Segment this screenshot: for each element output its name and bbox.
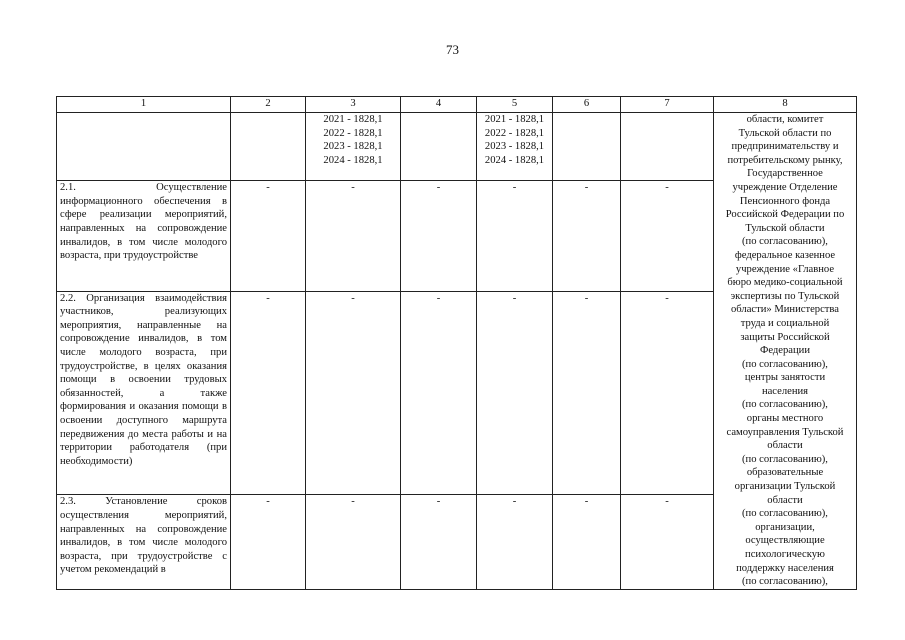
executor-line: области — [767, 440, 803, 452]
executor-line: (по согласованию), — [742, 508, 828, 520]
executor-line: образовательные — [746, 467, 824, 479]
cell-dash: - — [621, 181, 714, 291]
cell-col2 — [231, 113, 306, 181]
executor-line: Федерации — [759, 345, 811, 357]
cell-dash: - — [553, 495, 621, 589]
executor-line: учреждение «Главное — [735, 263, 835, 275]
executor-line: осуществляющие — [745, 535, 825, 547]
executor-line: организации Тульской — [734, 481, 836, 493]
table-row — [57, 113, 857, 181]
cell-activity: 2.1. Осуществление информационного обеспечения в сфере реализации мероприятий, направленных на сопровождение инвалидов, в том числе молодого возраста, при трудоустройстве — [57, 181, 231, 291]
cell-dash: - — [306, 181, 401, 291]
executor-line: Пенсионного фонда — [739, 195, 831, 207]
cell-activity: 2.3. Установление сроков осуществления мероприятий, направленных на сопровождение инвалидов, в том числе молодого возраста, при трудоустройстве с учетом рекомендаций в — [57, 495, 231, 589]
cell-dash: - — [477, 495, 553, 589]
executor-line: органы местного — [746, 413, 824, 425]
cell-funding-col5 — [477, 113, 553, 181]
cell-dash: - — [231, 181, 306, 291]
executor-line: федеральное казенное — [734, 249, 836, 261]
cell-dash: - — [553, 291, 621, 495]
funding-line: 2024 - 1828,1 — [323, 154, 383, 166]
executor-line: Тульской области по — [738, 127, 832, 139]
executor-line: поддержку населения — [736, 562, 834, 574]
header-col-2: 2 — [231, 97, 306, 113]
executor-line: (по согласованию), — [742, 358, 828, 370]
executor-line: психологическую — [745, 549, 825, 560]
cell-col4 — [401, 113, 477, 181]
header-col-8: 8 — [714, 97, 857, 113]
cell-dash: - — [401, 495, 477, 589]
header-row — [57, 97, 857, 113]
cell-activity — [57, 113, 231, 181]
cell-funding-col3 — [306, 113, 401, 181]
executor-line: труда и социальной — [740, 317, 830, 329]
executor-line: бюро медико-социальной — [727, 277, 843, 289]
cell-dash: - — [401, 181, 477, 291]
executor-line: Тульской области — [745, 222, 825, 234]
executor-line: экспертизы по Тульской — [730, 290, 840, 302]
executor-line: защиты Российской — [740, 331, 830, 343]
page-number: 73 — [446, 42, 459, 57]
cell-dash: - — [553, 181, 621, 291]
cell-col6 — [553, 113, 621, 181]
cell-dash: - — [621, 495, 714, 589]
executor-line: (по согласованию), — [742, 576, 828, 588]
executors-list — [716, 113, 854, 589]
executor-line: области, комитет — [746, 114, 824, 125]
cell-executors — [714, 113, 857, 590]
funding-line: 2024 - 1828,1 — [484, 154, 545, 166]
executor-line: центры занятости — [744, 372, 826, 384]
funding-line: 2022 - 1828,1 — [323, 127, 383, 139]
executor-line: потребительскому рынку, — [727, 154, 843, 166]
funding-line: 2021 - 1828,1 — [484, 114, 545, 125]
executor-line: организации, — [755, 521, 815, 533]
funding-line: 2023 - 1828,1 — [323, 141, 383, 153]
program-table — [56, 96, 857, 590]
executor-line: предпринимательству и — [731, 141, 839, 153]
executor-line: (по согласованию), — [742, 236, 828, 248]
cell-dash: - — [231, 291, 306, 495]
header-col-5: 5 — [477, 97, 553, 113]
header-col-1: 1 — [57, 97, 231, 113]
cell-col7 — [621, 113, 714, 181]
funding-line: 2021 - 1828,1 — [323, 114, 383, 125]
executor-line: области — [767, 494, 803, 506]
cell-dash: - — [477, 181, 553, 291]
cell-dash: - — [477, 291, 553, 495]
funding-line: 2022 - 1828,1 — [484, 127, 545, 139]
cell-dash: - — [621, 291, 714, 495]
header-col-7: 7 — [621, 97, 714, 113]
executor-line: (по согласованию), — [742, 399, 828, 411]
header-col-6: 6 — [553, 97, 621, 113]
executor-line: населения — [761, 385, 809, 397]
executor-line: учреждение Отделение — [732, 181, 838, 193]
header-col-3: 3 — [306, 97, 401, 113]
header-col-4: 4 — [401, 97, 477, 113]
executor-line: области» Министерства — [730, 304, 839, 316]
cell-dash: - — [306, 291, 401, 495]
executor-line: Российской Федерации по — [725, 209, 845, 221]
executor-line: (по согласованию), — [742, 453, 828, 465]
funding-line: 2023 - 1828,1 — [484, 141, 545, 153]
cell-dash: - — [231, 495, 306, 589]
executor-line: самоуправления Тульской — [726, 426, 844, 438]
executor-line: Государственное — [747, 168, 823, 180]
cell-activity: 2.2. Организация взаимодействия участников, реализующих мероприятия, направленные на сопровождение инвалидов, в том числе молодого возраста, при трудоустройстве, в целях оказания помощи в освоении трудовых обязанностей, а также формирования и оказания помощи в освоении доступного маршрута передвижения до места работы и на территории работодателя (при необходимости) — [57, 291, 231, 495]
cell-dash: - — [306, 495, 401, 589]
cell-dash: - — [401, 291, 477, 495]
